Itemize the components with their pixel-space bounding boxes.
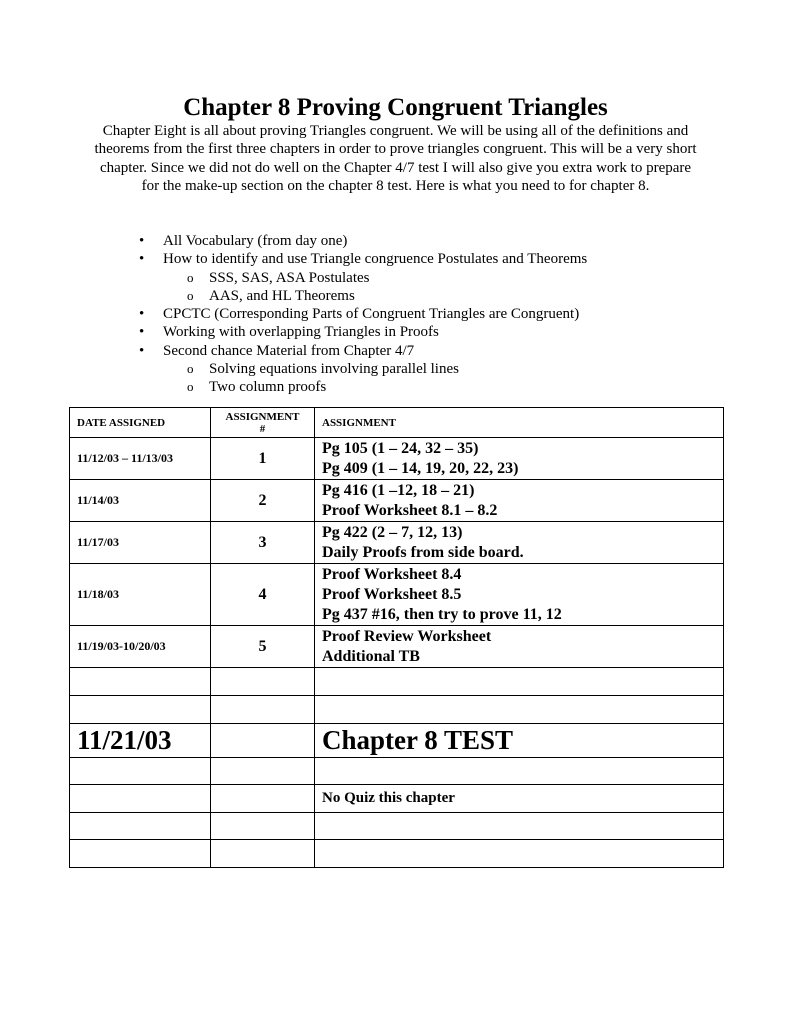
row-number: 3 — [211, 522, 315, 564]
row-date: 11/14/03 — [70, 480, 211, 522]
topic-subitem: o Solving equations involving parallel lines — [0, 360, 587, 378]
quiz-row — [70, 785, 724, 813]
row-date: 11/17/03 — [70, 522, 211, 564]
topic-list — [0, 232, 587, 397]
row-date: 11/12/03 – 11/13/03 — [70, 438, 211, 480]
row-assignment: Pg 416 (1 –12, 18 – 21) Proof Worksheet 8.1 – 8.2 — [315, 480, 724, 522]
row-assignment: Pg 105 (1 – 24, 32 – 35) Pg 409 (1 – 14, 19, 20, 22, 23) — [315, 438, 724, 480]
header-assignment: ASSIGNMENT — [315, 408, 724, 438]
table-row — [70, 480, 724, 522]
row-number: 4 — [211, 564, 315, 626]
topic-subitem: o SSS, SAS, ASA Postulates — [0, 269, 587, 287]
table-row — [70, 438, 724, 480]
row-date: 11/18/03 — [70, 564, 211, 626]
empty-row — [70, 668, 724, 696]
topic-item: • All Vocabulary (from day one) — [0, 232, 587, 250]
empty-row — [70, 758, 724, 785]
row-date: 11/19/03-10/20/03 — [70, 626, 211, 668]
table-row — [70, 522, 724, 564]
row-number: 5 — [211, 626, 315, 668]
page-title: Chapter 8 Proving Congruent Triangles — [183, 94, 608, 121]
table-header-row — [70, 408, 724, 438]
topic-subitem: o Two column proofs — [0, 378, 587, 396]
test-date: 11/21/03 — [70, 724, 211, 758]
row-number: 2 — [211, 480, 315, 522]
topic-subitem: o AAS, and HL Theorems — [0, 287, 587, 305]
topic-item: • Second chance Material from Chapter 4/7 — [0, 342, 587, 360]
test-label: Chapter 8 TEST — [315, 724, 724, 758]
table-row — [70, 626, 724, 668]
intro-paragraph: Chapter Eight is all about proving Triangles congruent. We will be using all of the definitions and theorems from the first three chapters in order to prove triangles congruent. This will be a very short chapter. Since we did not do well on the Chapter 4/7 test I will also give you extra work to prepare for the make-up section on the chapter 8 test. Here is what you need to for chapter 8. — [94, 123, 697, 194]
assignment-table — [69, 407, 724, 868]
row-assignment: Pg 422 (2 – 7, 12, 13) Daily Proofs from side board. — [315, 522, 724, 564]
empty-row — [70, 696, 724, 724]
header-date: DATE ASSIGNED — [70, 408, 211, 438]
quiz-note: No Quiz this chapter — [315, 785, 724, 813]
test-row — [70, 724, 724, 758]
table-row — [70, 564, 724, 626]
row-assignment: Proof Worksheet 8.4 Proof Worksheet 8.5 Pg 437 #16, then try to prove 11, 12 — [315, 564, 724, 626]
row-assignment: Proof Review Worksheet Additional TB — [315, 626, 724, 668]
row-number: 1 — [211, 438, 315, 480]
empty-row — [70, 840, 724, 868]
topic-item: • CPCTC (Corresponding Parts of Congruent Triangles are Congruent) — [0, 305, 587, 323]
topic-item: • Working with overlapping Triangles in Proofs — [0, 323, 587, 341]
topic-item: • How to identify and use Triangle congruence Postulates and Theorems — [0, 250, 587, 268]
header-assignment-number: ASSIGNMENT # — [211, 408, 315, 438]
empty-row — [70, 813, 724, 840]
